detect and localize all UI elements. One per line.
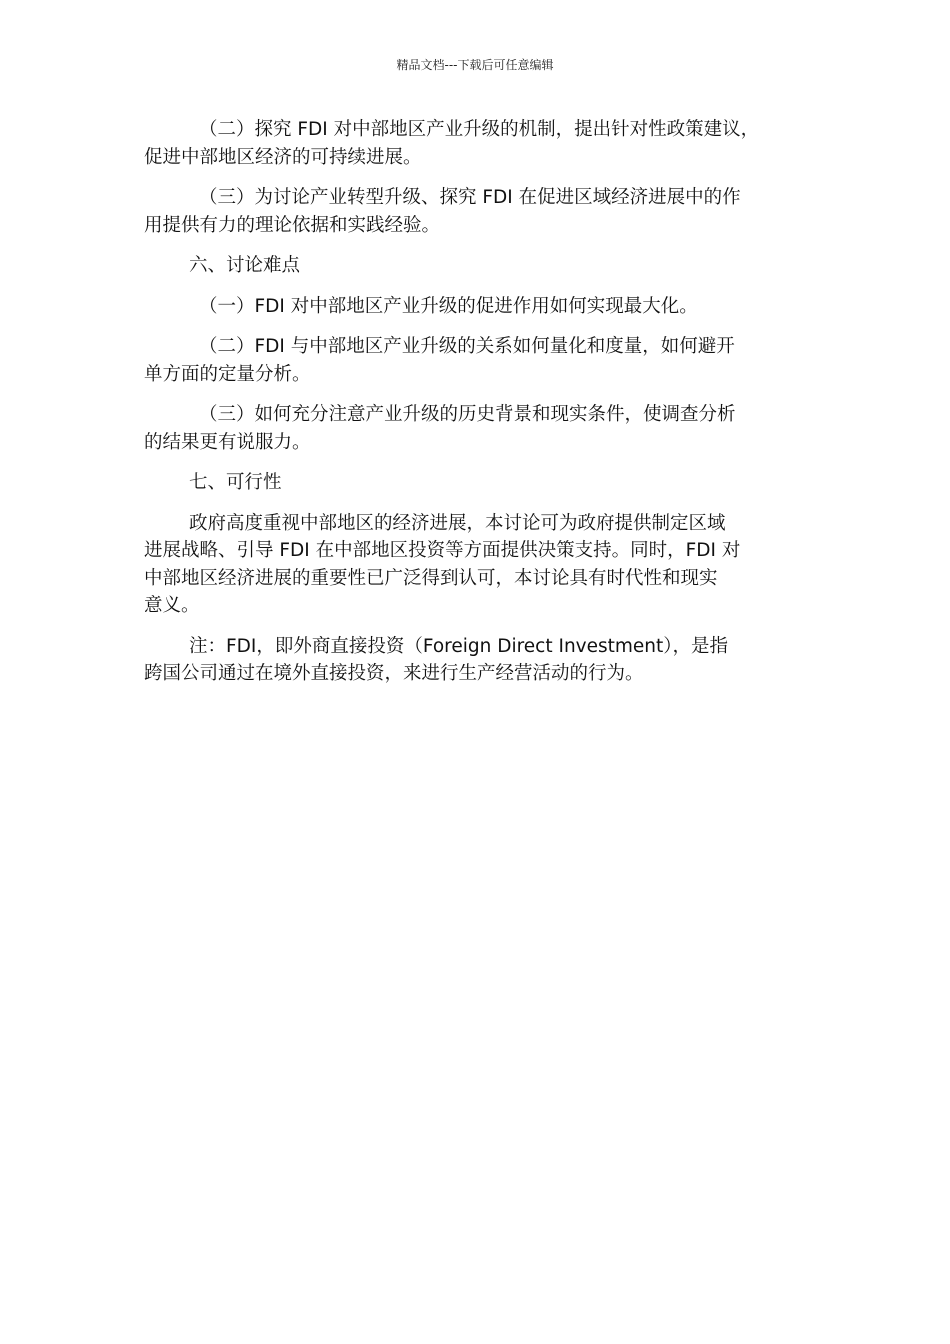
paragraph-goal-2 (144, 116, 809, 171)
paragraph-difficulty-2 (144, 333, 809, 388)
text-line: 意义。 (144, 595, 200, 616)
document-body (144, 116, 809, 701)
paragraph-goal-3 (144, 184, 809, 239)
text-line: （三）如何充分注意产业升级的历史背景和现实条件，使调查分析 (199, 404, 736, 425)
paragraph-note (144, 633, 809, 688)
text-line: 中部地区经济进展的重要性已广泛得到认可，本讨论具有时代性和现实 (144, 567, 718, 589)
text-line: （二）FDI 与中部地区产业升级的关系如何量化和度量，如何避开 (199, 336, 735, 357)
text-line: 跨国公司通过在境外直接投资，来进行生产经营活动的行为。 (144, 663, 644, 684)
text-line: 用提供有力的理论依据和实践经验。 (144, 214, 441, 236)
text-line: 政府高度重视中部地区的经济进展，本讨论可为政府提供制定区域 (189, 512, 726, 534)
text-line: （二）探究 FDI 对中部地区产业升级的机制，提出针对性政策建议， (199, 119, 760, 140)
section-heading-feasibility (144, 469, 809, 497)
text-line: （一）FDI 对中部地区产业升级的促进作用如何实现最大化。 (199, 295, 698, 317)
heading-text: 七、可行性 (189, 472, 282, 493)
text-line: 单方面的定量分析。 (144, 363, 311, 385)
paragraph-feasibility (144, 510, 809, 620)
text-line: 促进中部地区经济的可持续进展。 (144, 146, 422, 168)
paragraph-difficulty-3 (144, 401, 809, 456)
section-heading-difficulties (144, 252, 809, 280)
text-line: 注：FDI，即外商直接投资（Foreign Direct Investment），是指 (189, 635, 729, 657)
page-header: 精品文档---下载后可任意编辑 (396, 58, 554, 72)
paragraph-difficulty-1 (144, 293, 809, 321)
heading-text: 六、讨论难点 (189, 255, 301, 276)
text-line: （三）为讨论产业转型升级、探究 FDI 在促进区域经济进展中的作 (199, 187, 741, 208)
text-line: 的结果更有说服力。 (144, 431, 311, 453)
text-line: 进展战略、引导 FDI 在中部地区投资等方面提供决策支持。同时，FDI 对 (144, 540, 741, 561)
